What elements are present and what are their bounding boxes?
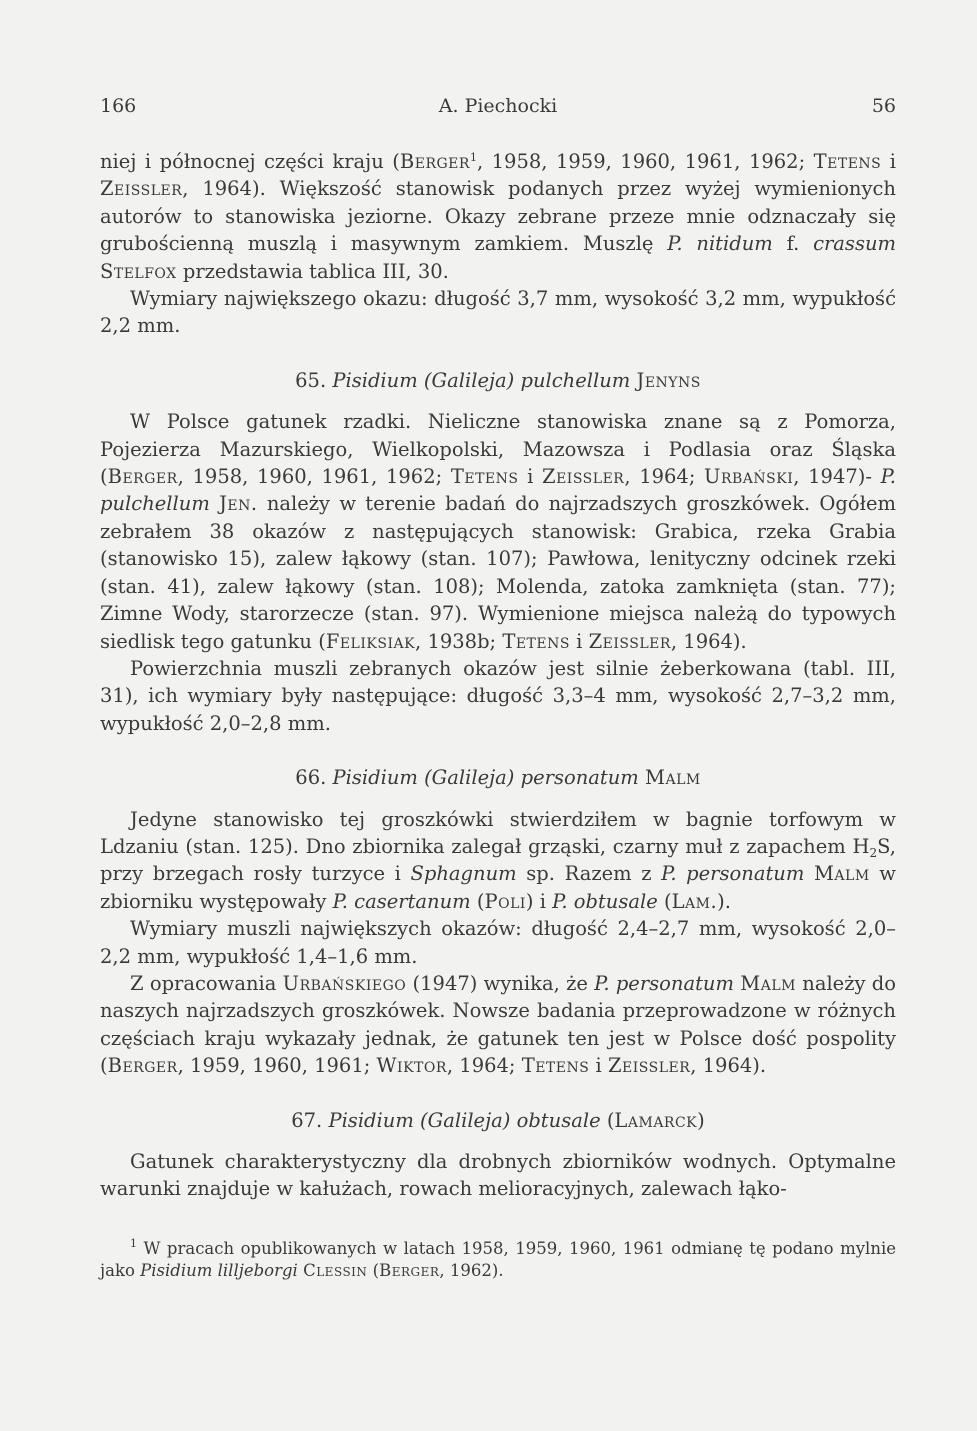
author-name: Stelfox — [100, 259, 177, 283]
paragraph-intro-2: Wymiary największego okazu: długość 3,7 mm, wysokość 3,2 mm, wypukłość 2,2 mm. — [100, 287, 896, 338]
section-heading-67: 67. Pisidium (Galileja) obtusale (Lamarck) — [291, 1108, 705, 1132]
author-name: Berger — [399, 150, 470, 173]
taxon-name: crassum — [813, 232, 896, 256]
section-heading-66: 66. Pisidium (Galileja) personatum Malm — [295, 766, 701, 790]
paragraph-66-2: Wymiary muszli największych okazów: długość 2,4–2,7 mm, wysokość 2,0–2,2 mm, wypukłość 1,4–1,6 mm. — [100, 917, 896, 968]
page-number-right: 56 — [871, 95, 896, 117]
running-head-author: A. Piechocki — [438, 95, 558, 117]
footnote-number: 1 — [130, 1237, 137, 1250]
paragraph-intro-1: niej i północnej części kraju (Berger$^1$, 1958, 1959, 1960, 1961, 1962; Tetens i Zeissler, 1964). Większość stanowisk podanych przez wyżej wymienionych autorów to stanowiska jeziorne. Okazy zebrane przeze mnie odznaczały się grubościenną muszlą i masywnym zamkiem. Muszlę P. nitidum f. crassum Stelfox przedstawia tablica III, 30. — [100, 150, 897, 283]
page-number-left: 166 — [100, 95, 137, 117]
taxon-name: P. nitidum — [667, 232, 773, 256]
paragraph-66-1: Jedyne stanowisko tej groszkówki stwierdziłem w bagnie torfowym w Ldzaniu (stan. 125). Dno zbiornika zalegał grząski, czarny muł z zapachem $H_2S$, przy brzegach rosły turzyce i Sphagnum sp. Razem z P. personatum Malm w zbiorniku występowały P. casertanum (Poli) i P. obtusale (Lam.). — [100, 807, 896, 913]
paragraph-65-1: W Polsce gatunek rzadki. Nieliczne stanowiska znane są z Pomorza, Pojezierza Mazurskiego, Wielkopolski, Mazowsza i Podlasia oraz Śląska (Berger, 1958, 1960, 1961, 1962; Tetens i Zeissler, 1964; Urbański, 1947)- P. pulchellum Jen. należy w terenie badań do najrzadszych groszkówek. Ogółem zebrałem 38 okazów z następujących stanowisk: Grabica, rzeka Grabia (stanowisko 15), zalew łąkowy (stan. 107); Pawłowa, lenityczny odcinek rzeki (stan. 41), zalew łąkowy (stan. 108); Molenda, zatoka zamknięta (stan. 77); Zimne Wody, starorzecze (stan. 97). Wymienione miejsca należą do typowych siedlisk tego gatunku (Feliksiak, 1938b; Tetens i Zeissler, 1964). — [100, 410, 896, 653]
footnote: $^1$ W pracach opublikowanych w latach 1958, 1959, 1960, 1961 odmianę tę podano mylnie jako Pisidium lilljeborgi Clessin (Berger, 1962). — [100, 1237, 896, 1280]
running-head — [100, 92, 896, 120]
paragraph-67-1: Gatunek charakterystyczny dla drobnych zbiorników wodnych. Optymalne warunki znajduje w kałużach, rowach melioracyjnych, zalewach łąko- — [100, 1150, 896, 1201]
author-name: Zeissler — [100, 177, 183, 201]
author-name: Tetens — [813, 150, 882, 173]
footnote-marker: 1 — [469, 151, 477, 164]
paragraph-65-2: Powierzchnia muszli zebranych okazów jest silnie żeberkowana (tabl. III, 31), ich wymiary były następujące: długość 3,3–4 mm, wysokość 2,7–3,2 mm, wypukłość 2,0–2,8 mm. — [100, 656, 896, 735]
section-heading-65: 65. Pisidium (Galileja) pulchellum Jenyns — [295, 368, 701, 392]
paragraph-66-3: Z opracowania Urbańskiego (1947) wynika, że P. personatum Malm należy do naszych najrzadszych groszkówek. Nowsze badania przeprowadzone w różnych częściach kraju wykazały jednak, że gatunek ten jest w Polsce dość pospolity (Berger, 1959, 1960, 1961; Wiktor, 1964; Tetens i Zeissler, 1964). — [100, 971, 897, 1078]
main-text — [100, 148, 896, 1203]
